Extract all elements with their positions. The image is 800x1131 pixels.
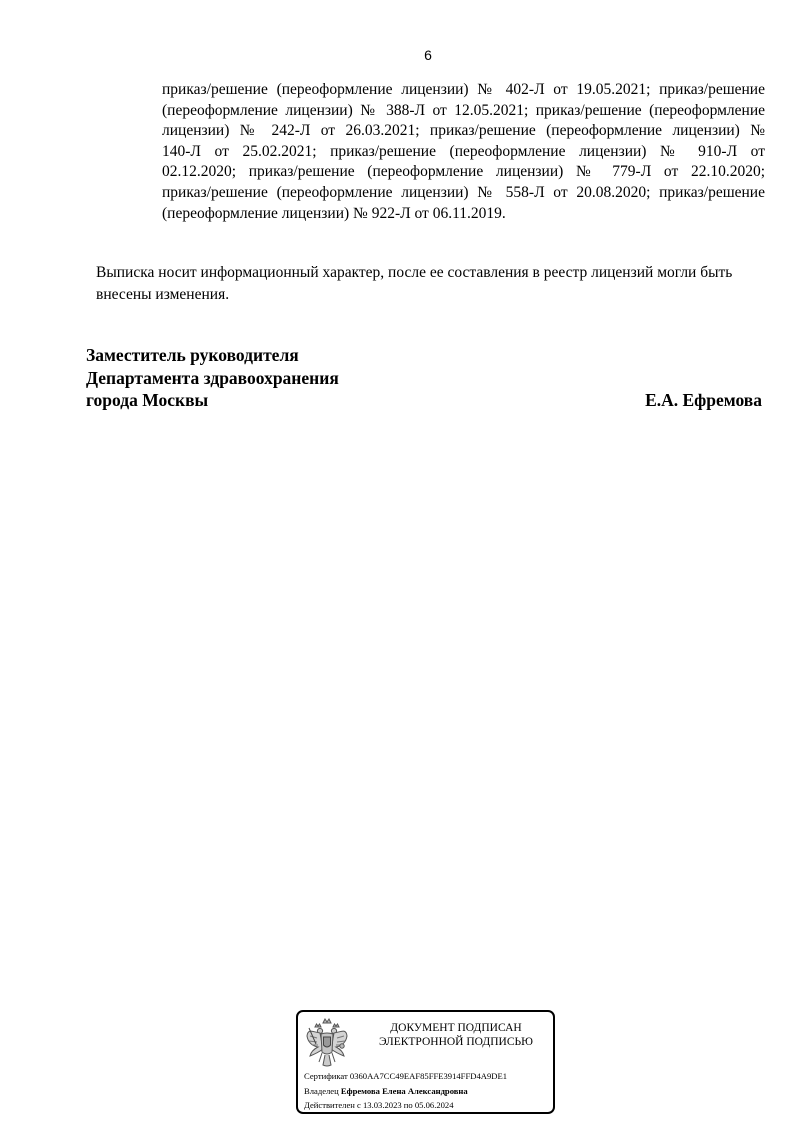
e-signature-stamp	[296, 1010, 555, 1114]
validity-line: Действителен с 13.03.2023 по 05.06.2024	[304, 1100, 454, 1110]
license-history-line: приказ/решение (переоформление лицензии) № 558-Л от 20.08.2020; приказ/решение	[162, 183, 765, 201]
signatory-position-line: Департамента здравоохранения	[86, 367, 339, 388]
license-history-line: 02.12.2020; приказ/решение (переоформление лицензии) № 779-Л от 22.10.2020;	[162, 163, 765, 181]
owner-line	[304, 1084, 554, 1099]
owner-value: Ефремова Елена Александровна	[340, 1085, 468, 1096]
license-history-line: (переоформление лицензии) № 388-Л от 12.05.2021; приказ/решение (переоформление	[162, 101, 765, 119]
signatory-name: Е.А. Ефремова	[645, 390, 762, 410]
owner-label: Владелец	[304, 1085, 339, 1096]
signatory-position-line: города Москвы	[86, 390, 209, 410]
stamp-title-line: ЭЛЕКТРОННОЙ ПОДПИСЬЮ	[379, 1036, 533, 1048]
license-history-line: 140-Л от 25.02.2021; приказ/решение (переоформление лицензии) № 910-Л от	[162, 142, 765, 160]
page-number: 6	[424, 47, 432, 63]
certificate-value: 0360AA7CC49EAF85FFE3914FFD4A9DE1	[349, 1071, 508, 1081]
stamp-title-line: ДОКУМЕНТ ПОДПИСАН	[390, 1022, 522, 1034]
certificate-line	[304, 1069, 554, 1084]
stamp-details	[304, 1069, 554, 1113]
license-history-line: приказ/решение (переоформление лицензии) № 402-Л от 19.05.2021; приказ/решение	[162, 81, 765, 98]
license-history	[162, 80, 765, 224]
signatory-position-line: Заместитель руководителя	[86, 345, 299, 365]
signatory-position	[86, 344, 339, 412]
information-notice: Выписка носит информационный характер, после ее составления в реестр лицензий могли быть внесены изменения.	[96, 264, 733, 303]
license-history-line: (переоформление лицензии) № 922-Л от 06.11.2019.	[162, 204, 506, 222]
stamp-title	[356, 1021, 556, 1049]
certificate-label: Сертификат	[304, 1071, 348, 1081]
license-history-line: лицензии) № 242-Л от 26.03.2021; приказ/решение (переоформление лицензии) №	[162, 122, 765, 140]
coat-of-arms-icon	[305, 1016, 349, 1068]
